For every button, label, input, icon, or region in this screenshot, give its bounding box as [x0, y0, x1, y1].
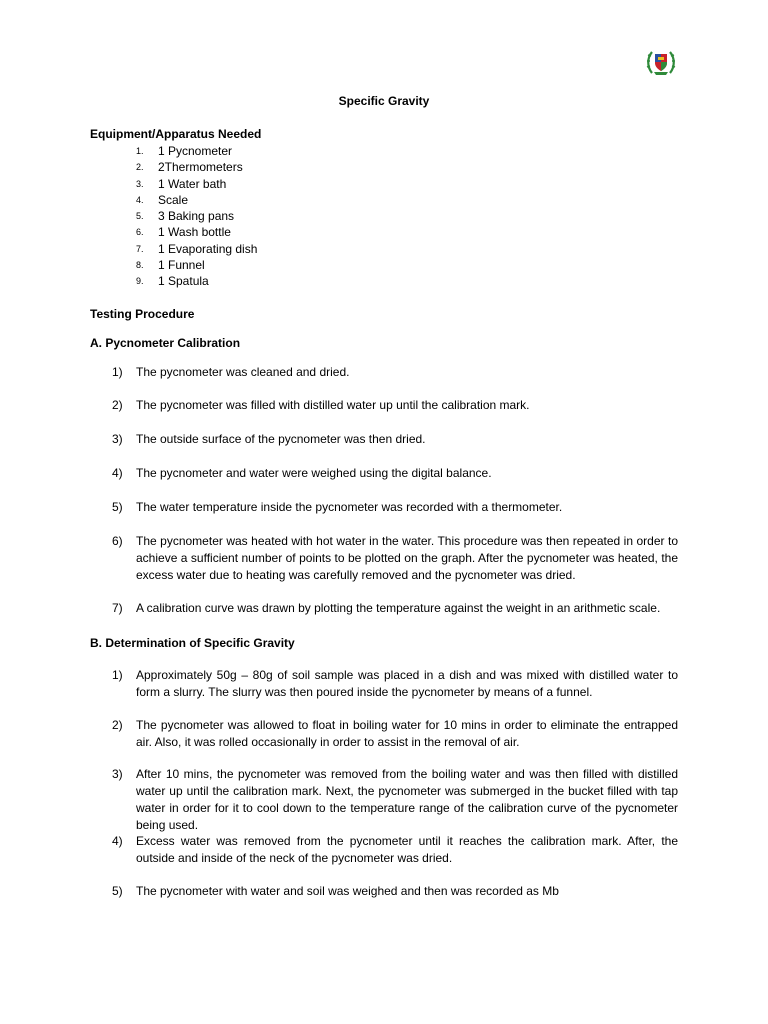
equipment-item-text: 1 Pycnometer: [158, 144, 233, 158]
step-number: 6): [112, 534, 123, 548]
equipment-item-number: 8.: [136, 260, 144, 271]
step-text: The pycnometer was allowed to float in boiling water for 10 mins in order to eliminate the entrapped air. Also, it was rolled occasionally in order to assist in the removal of air.: [136, 718, 678, 749]
step-number: 3): [112, 432, 123, 446]
equipment-item-text: 3 Baking pans: [158, 209, 235, 224]
step-text: The outside surface of the pycnometer was then dried.: [136, 432, 426, 446]
step-text: The pycnometer was filled with distilled water up until the calibration mark.: [136, 398, 530, 412]
step-number: 4): [112, 466, 123, 480]
equipment-item-number: 6.: [136, 227, 144, 238]
step-number: 5): [112, 884, 123, 898]
step-text: The pycnometer was cleaned and dried.: [136, 365, 350, 379]
step-text: Excess water was removed from the pycnometer until it reaches the calibration mark. After, the outside and inside of the neck of the pycnometer was dried.: [136, 834, 678, 865]
equipment-item-number: 9.: [136, 276, 144, 287]
equipment-item-text: 1 Spatula: [158, 274, 209, 289]
equipment-item-number: 2.: [136, 162, 144, 173]
equipment-item-number: 4.: [136, 194, 144, 205]
step-number: 1): [112, 668, 123, 682]
step-number: 4): [112, 834, 123, 848]
equipment-item-number: 3.: [136, 178, 144, 189]
equipment-item-number: 7.: [136, 243, 144, 254]
step-text: The pycnometer and water were weighed using the digital balance.: [136, 466, 492, 480]
step-number: 2): [112, 398, 123, 412]
procedure-heading: Testing Procedure: [90, 307, 195, 321]
step-number: 5): [112, 500, 123, 514]
step-text: Approximately 50g – 80g of soil sample was placed in a dish and was mixed with distilled water to form a slurry. The slurry was then poured inside the pycnometer by means of a funnel.: [136, 668, 678, 699]
equipment-item-number: 5.: [136, 211, 144, 222]
step-text: After 10 mins, the pycnometer was removed from the boiling water and was then filled with distilled water up until the calibration mark. Next, the pycnometer was submerged in the bucket filled with tap water in order for it to cool down to the temperature range of the calibration curve of the pycnometer being used.: [136, 767, 678, 832]
step-number: 7): [112, 601, 123, 615]
section-a-heading: A. Pycnometer Calibration: [90, 336, 241, 350]
step-text: A calibration curve was drawn by plotting the temperature against the weight in an arithmetic scale.: [136, 601, 661, 615]
equipment-heading: Equipment/Apparatus Needed: [90, 127, 262, 141]
equipment-item-text: Scale: [158, 192, 189, 207]
document-title: Specific Gravity: [338, 94, 430, 108]
equipment-item-text: 1 Water bath: [158, 176, 227, 191]
university-seal-icon: [645, 46, 677, 78]
step-text: The water temperature inside the pycnometer was recorded with a thermometer.: [136, 500, 563, 514]
equipment-item-text: 2Thermometers: [158, 160, 243, 175]
step-number: 3): [112, 767, 123, 781]
equipment-item-text: 1 Wash bottle: [158, 225, 231, 240]
equipment-item-text: 1 Evaporating dish: [158, 241, 258, 256]
step-text: The pycnometer with water and soil was weighed and then was recorded as Mb: [136, 884, 559, 898]
step-number: 2): [112, 718, 123, 732]
step-text: The pycnometer was heated with hot water in the water. This procedure was then repeated in order to achieve a sufficient number of points to be plotted on the graph. After the pycnometer was heated, the excess water due to heating was carefully removed and the pycnometer was dried.: [136, 534, 678, 582]
step-number: 1): [112, 365, 123, 379]
equipment-item-text: 1 Funnel: [158, 258, 205, 273]
equipment-item-number: 1.: [136, 146, 144, 156]
section-b-heading: B. Determination of Specific Gravity: [90, 636, 295, 650]
